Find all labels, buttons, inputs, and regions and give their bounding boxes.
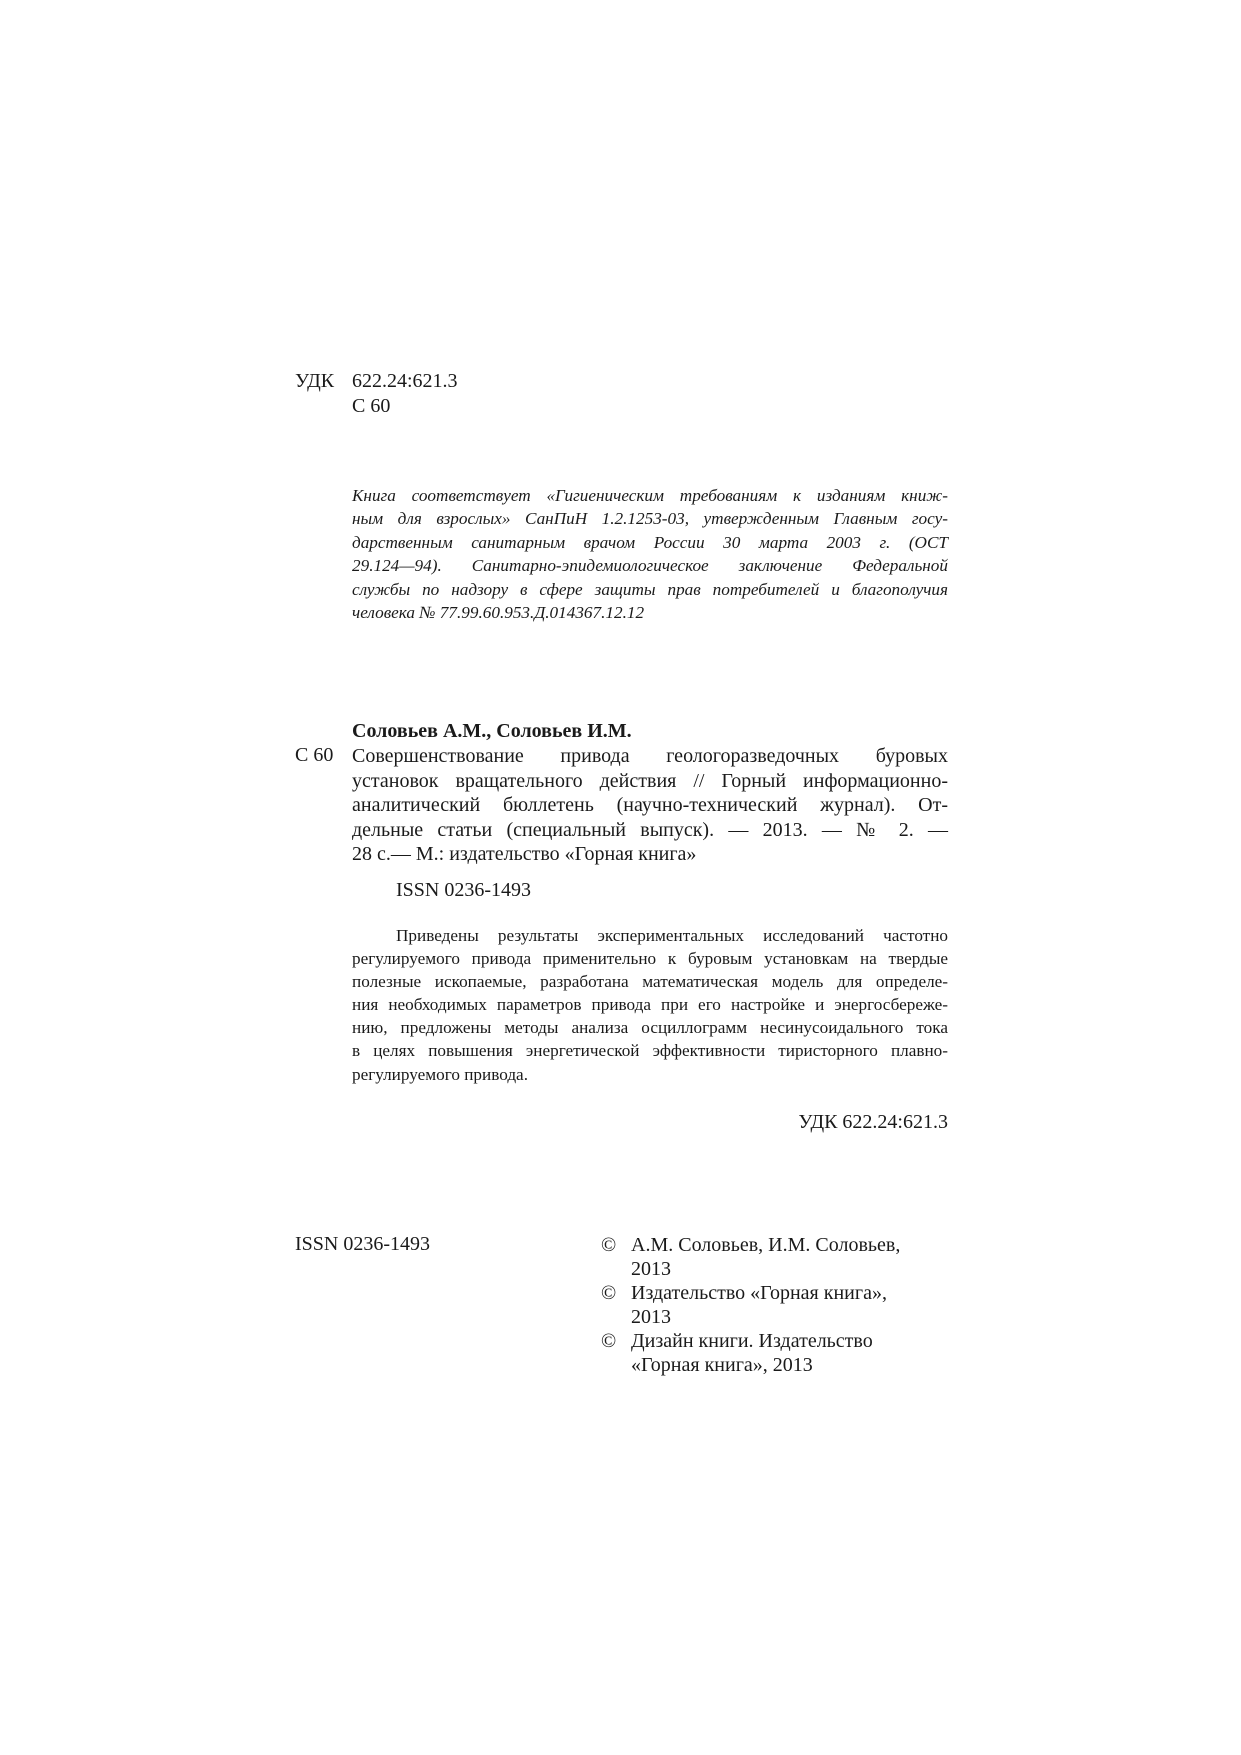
issn-footer: ISSN 0236-1493 (295, 1233, 431, 1255)
abstract-line: Приведены результаты экспериментальных исследований частотно (396, 926, 948, 945)
description-line: Совершенствование привода геологоразведочных буровых (352, 745, 948, 767)
abstract-line: в целях повышения энергетической эффективности тиристорного плавно- (352, 1041, 948, 1061)
copyright-year: «Горная книга», 2013 (631, 1354, 813, 1376)
copyright-holder: А.М. Соловьев, И.М. Соловьев, (631, 1234, 901, 1256)
notice-line: службы по надзору в сфере защиты прав потребителей и благополучия (352, 579, 948, 599)
copyright-icon: © (601, 1330, 617, 1352)
notice-line: дарственным санитарным врачом России 30 марта 2003 г. (ОСТ (352, 532, 948, 552)
bibliography-index: С 60 (295, 744, 334, 766)
abstract-line: нию, предложены методы анализа осциллограмм несинусоидального тока (352, 1018, 948, 1038)
udk-label: УДК (295, 370, 335, 392)
copyright-entry (601, 1281, 900, 1329)
notice-line: Книга соответствует «Гигиеническим требованиям к изданиям книж- (352, 486, 948, 505)
abstract-line: регулируемого привода. (352, 1064, 528, 1084)
copyright-icon: © (601, 1282, 617, 1304)
abstract-line: ния необходимых параметров привода при его настройке и энергосбереже- (352, 995, 948, 1015)
hygiene-notice (352, 484, 948, 624)
authors: Соловьев А.М., Соловьев И.М. (352, 720, 632, 742)
udk-code: 622.24:621.3 (352, 370, 458, 392)
copyright-entry (601, 1233, 900, 1281)
description-line: аналитический бюллетень (научно-технический журнал). От- (352, 794, 948, 816)
copyright-year: 2013 (631, 1258, 671, 1280)
notice-line: ным для взрослых» СанПиН 1.2.1253-03, утвержденным Главным госу- (352, 509, 948, 529)
description-line: дельные статьи (специальный выпуск). — 2013. — № 2. — (352, 818, 948, 841)
copyright-holder: Издательство «Горная книга», (631, 1282, 887, 1304)
copyright-entry (601, 1329, 900, 1377)
notice-line: человека № 77.99.60.953.Д.014367.12.12 (352, 603, 645, 623)
copyright-icon: © (601, 1234, 617, 1256)
description-line: установок вращательного действия // Горный информационно- (352, 769, 948, 792)
copyright-year: 2013 (631, 1306, 671, 1328)
issn-inline: ISSN 0236-1493 (396, 879, 532, 901)
copyright-holder: Дизайн книги. Издательство (631, 1330, 873, 1352)
abstract (352, 924, 948, 1086)
copyright-list (601, 1233, 900, 1377)
description-line: 28 с.— М.: издательство «Горная книга» (352, 843, 697, 865)
udk-right: УДК 622.24:621.3 (798, 1111, 948, 1133)
abstract-line: полезные ископаемые, разработана математическая модель для определе- (352, 972, 948, 992)
library-index: С 60 (352, 395, 391, 417)
notice-line: 29.124—94). Санитарно-эпидемиологическое заключение Федеральной (352, 556, 948, 576)
bibliographic-description (352, 744, 948, 867)
abstract-line: регулируемого привода применительно к буровым установкам на твердые (352, 949, 948, 969)
